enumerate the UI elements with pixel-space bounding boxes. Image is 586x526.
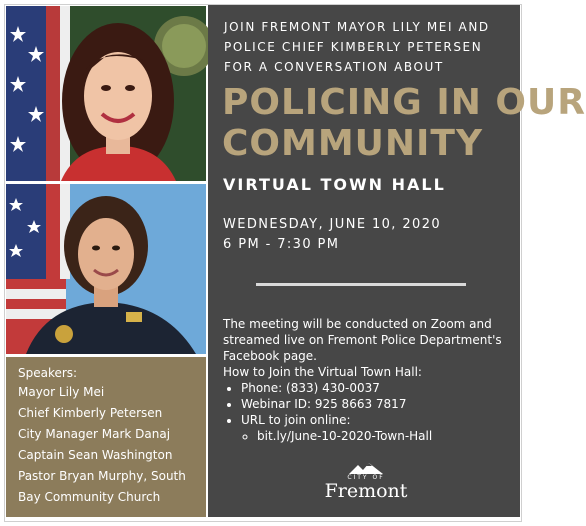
speaker-item: Pastor Bryan Murphy, South	[18, 469, 186, 483]
event-date: WEDNESDAY, JUNE 10, 2020	[223, 217, 442, 232]
intro-text: JOIN FREMONT MAYOR LILY MEI AND POLICE CHIEF KIMBERLY PETERSEN FOR A CONVERSATION ABOUT	[224, 20, 490, 74]
event-headline	[222, 82, 586, 164]
speaker-item: Bay Community Church	[18, 490, 161, 504]
speaker-item: Captain Sean Washington	[18, 448, 173, 462]
headline-line-1: POLICING IN OUR	[222, 82, 586, 123]
url-sublist	[241, 428, 515, 444]
speaker-item: City Manager Mark Danaj	[18, 427, 171, 441]
join-info	[223, 316, 515, 444]
headline-line-2: COMMUNITY	[222, 123, 484, 164]
speakers-box	[6, 357, 206, 517]
chief-photo	[6, 184, 206, 354]
speakers-title: Speakers:	[18, 366, 78, 380]
phone-number: • Phone: (833) 430-0037	[241, 380, 515, 396]
fremont-logo	[316, 462, 416, 507]
webinar-id: • Webinar ID: 925 8663 7817	[241, 396, 515, 412]
join-options	[223, 380, 515, 444]
logo-name: Fremont	[324, 480, 408, 502]
event-time: 6 PM - 7:30 PM	[223, 237, 340, 252]
divider	[256, 283, 466, 286]
speaker-item: Chief Kimberly Petersen	[18, 406, 163, 420]
event-datetime	[223, 215, 441, 255]
url-label	[241, 412, 515, 444]
event-type: VIRTUAL TOWN HALL	[223, 175, 446, 194]
url-label-text: URL to join online:	[241, 413, 351, 427]
how-to-join: How to Join the Virtual Town Hall:	[223, 365, 422, 379]
join-url[interactable]: ◦ bit.ly/June-10-2020-Town-Hall	[257, 428, 515, 444]
speaker-item: Mayor Lily Mei	[18, 385, 105, 399]
mountain-icon	[349, 462, 383, 474]
meeting-description: The meeting will be conducted on Zoom and streamed live on Fremont Police Department's Facebook page.	[223, 317, 502, 363]
logo-city-of: CITY OF	[347, 474, 385, 481]
mayor-photo	[6, 6, 206, 181]
